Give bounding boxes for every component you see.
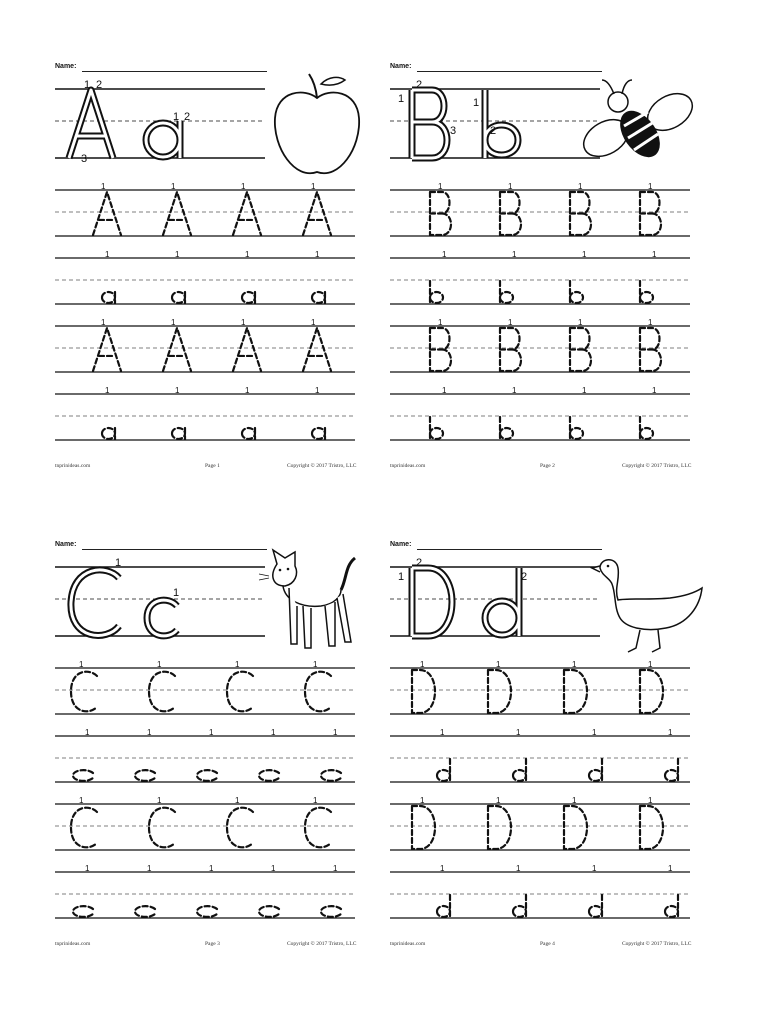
stroke-hint: 1 [175,386,180,395]
traceable-letter[interactable] [303,328,331,371]
traceable-letter[interactable] [242,428,255,439]
traceable-letter[interactable] [564,670,587,713]
traceable-letter[interactable] [589,759,602,781]
stroke-hint: 1 [315,386,320,395]
traceable-letter[interactable] [312,292,325,303]
footer-page-number: Page 4 [540,941,555,947]
stroke-hint: 1 [438,182,443,191]
stroke-number: 2 [184,111,191,123]
footer-copyright: Copyright © 2017 Tristro, LLC [287,941,357,947]
stroke-hint: 1 [171,182,176,191]
traceable-letter[interactable] [640,192,661,235]
stroke-hint: 1 [313,660,318,669]
traceable-letter[interactable] [500,417,513,439]
traceable-letter[interactable] [227,672,253,712]
tracing-row[interactable] [55,250,355,304]
tracing-row[interactable] [55,182,355,236]
stroke-hint: 1 [582,386,587,395]
stroke-hint: 1 [438,318,443,327]
stroke-hint: 1 [105,250,110,259]
stroke-hint: 1 [147,864,152,873]
name-field[interactable] [55,62,270,76]
stroke-hint: 1 [157,796,162,805]
traceable-letter[interactable] [430,328,451,371]
stroke-hint: 1 [101,318,106,327]
stroke-hint: 1 [209,864,214,873]
footer-site: tnprinideas.com [390,463,426,469]
traceable-letter[interactable] [73,770,93,781]
stroke-hint: 1 [648,318,653,327]
stroke-hint: 1 [652,386,657,395]
stroke-hint: 1 [648,796,653,805]
footer-copyright: Copyright © 2017 Tristro, LLC [622,941,692,947]
stroke-hint: 1 [209,728,214,737]
stroke-hint: 1 [592,864,597,873]
tracing-rows-d[interactable] [390,656,700,936]
stroke-hint: 1 [333,728,338,737]
stroke-hint: 1 [496,796,501,805]
stroke-number: 2 [416,557,423,569]
stroke-hint: 1 [313,796,318,805]
worksheet-a [55,62,405,492]
traceable-letter[interactable] [488,806,511,849]
stroke-hint: 1 [668,864,673,873]
stroke-hint: 1 [311,182,316,191]
stroke-hint: 1 [245,250,250,259]
footer-site: tnprinideas.com [55,941,91,947]
worksheet-b [390,62,740,492]
traceable-letter[interactable] [305,672,331,712]
stroke-hint: 1 [420,796,425,805]
traceable-letter[interactable] [163,328,191,371]
tracing-rows-a[interactable] [55,178,365,458]
stroke-hint: 1 [442,386,447,395]
stroke-hint: 1 [311,318,316,327]
stroke-hint: 1 [578,318,583,327]
stroke-hint: 1 [147,728,152,737]
stroke-hint: 1 [241,182,246,191]
page-footer [55,941,405,951]
stroke-hint: 1 [245,386,250,395]
stroke-hint: 1 [171,318,176,327]
stroke-hint: 1 [508,318,513,327]
stroke-hint: 1 [235,660,240,669]
tracing-row[interactable] [390,250,690,304]
page-footer [55,463,405,473]
stroke-hint: 1 [271,864,276,873]
traceable-letter[interactable] [259,906,279,917]
traceable-letter[interactable] [437,895,450,917]
traceable-letter[interactable] [149,672,175,712]
traceable-letter[interactable] [412,670,435,713]
traceable-letter[interactable] [305,808,331,848]
tracing-row[interactable] [390,864,690,918]
stroke-number: 1 [398,93,405,105]
stroke-number: 2 [521,571,528,583]
stroke-hint: 1 [440,728,445,737]
name-label: Name: [55,63,77,70]
name-line[interactable] [417,549,602,550]
stroke-hint: 1 [235,796,240,805]
traceable-letter[interactable] [172,292,185,303]
footer-copyright: Copyright © 2017 Tristro, LLC [287,463,357,469]
model-letters-Dd [390,554,610,669]
name-line[interactable] [417,71,602,72]
name-field[interactable] [55,540,270,554]
name-field[interactable] [390,62,605,76]
traceable-letter[interactable] [312,428,325,439]
traceable-letter[interactable] [233,192,261,235]
name-label: Name: [390,541,412,548]
stroke-number: 1 [398,571,405,583]
page-footer [390,463,740,473]
stroke-hint: 1 [572,660,577,669]
cat-illustration [255,544,365,662]
stroke-number: 2 [96,79,103,91]
stroke-hint: 1 [512,250,517,259]
stroke-hint: 1 [516,864,521,873]
traceable-letter[interactable] [227,808,253,848]
stroke-hint: 1 [648,182,653,191]
stroke-hint: 1 [175,250,180,259]
stroke-hint: 1 [648,660,653,669]
stroke-hint: 1 [101,182,106,191]
traceable-letter[interactable] [589,895,602,917]
traceable-letter[interactable] [135,770,155,781]
stroke-number: 1 [115,557,122,569]
stroke-hint: 1 [508,182,513,191]
stroke-hint: 1 [79,660,84,669]
traceable-letter[interactable] [500,281,513,303]
traceable-letter[interactable] [412,806,435,849]
apple-illustration [267,68,367,183]
traceable-letter[interactable] [163,192,191,235]
traceable-letter[interactable] [640,328,661,371]
stroke-hint: 1 [85,728,90,737]
tracing-row[interactable] [390,796,690,850]
traceable-letter[interactable] [93,192,121,235]
traceable-letter[interactable] [640,417,653,439]
traceable-letter[interactable] [513,895,526,917]
stroke-hint: 1 [241,318,246,327]
duck-illustration [590,548,705,660]
traceable-letter[interactable] [430,192,451,235]
stroke-hint: 1 [79,796,84,805]
traceable-letter[interactable] [73,906,93,917]
traceable-letter[interactable] [321,906,341,917]
traceable-letter[interactable] [135,906,155,917]
traceable-letter[interactable] [259,770,279,781]
traceable-letter[interactable] [570,192,591,235]
stroke-number: 3 [81,153,88,165]
model-letters-Bb [390,76,610,191]
stroke-number: 1 [173,111,180,123]
traceable-letter[interactable] [242,292,255,303]
stroke-hint: 1 [652,250,657,259]
stroke-hint: 1 [572,796,577,805]
traceable-letter[interactable] [488,670,511,713]
stroke-number: 2 [490,125,497,137]
tracing-row[interactable] [390,386,690,440]
footer-site: tnprinideas.com [390,941,426,947]
tracing-row[interactable] [390,182,690,236]
footer-copyright: Copyright © 2017 Tristro, LLC [622,463,692,469]
traceable-letter[interactable] [564,806,587,849]
name-line[interactable] [82,71,267,72]
traceable-letter[interactable] [665,895,678,917]
name-line[interactable] [82,549,267,550]
traceable-letter[interactable] [500,328,521,371]
stroke-hint: 1 [315,250,320,259]
worksheet-d [390,540,740,970]
stroke-hint: 1 [582,250,587,259]
tracing-row[interactable] [390,660,690,714]
traceable-letter[interactable] [640,806,663,849]
tracing-row[interactable] [390,728,690,782]
tracing-row[interactable] [55,386,355,440]
tracing-row[interactable] [55,796,355,850]
stroke-hint: 1 [516,728,521,737]
stroke-hint: 1 [592,728,597,737]
tracing-row[interactable] [390,318,690,372]
stroke-number: 2 [416,79,423,91]
bee-illustration [578,68,698,178]
tracing-row[interactable] [55,864,355,918]
stroke-hint: 1 [105,386,110,395]
stroke-hint: 1 [157,660,162,669]
stroke-number: 3 [450,125,457,137]
stroke-hint: 1 [668,728,673,737]
traceable-letter[interactable] [500,192,521,235]
traceable-letter[interactable] [640,670,663,713]
name-label: Name: [55,541,77,548]
stroke-hint: 1 [333,864,338,873]
stroke-hint: 1 [85,864,90,873]
stroke-hint: 1 [578,182,583,191]
name-field[interactable] [390,540,605,554]
traceable-letter[interactable] [149,808,175,848]
traceable-letter[interactable] [102,292,115,303]
traceable-letter[interactable] [71,672,97,712]
footer-page-number: Page 1 [205,463,220,469]
traceable-letter[interactable] [437,759,450,781]
tracing-row[interactable] [55,318,355,372]
model-letters-Cc [55,554,275,669]
traceable-letter[interactable] [430,417,443,439]
tracing-row[interactable] [55,728,355,782]
traceable-letter[interactable] [570,417,583,439]
traceable-letter[interactable] [570,328,591,371]
traceable-letter[interactable] [93,328,121,371]
tracing-row[interactable] [55,660,355,714]
traceable-letter[interactable] [513,759,526,781]
traceable-letter[interactable] [172,428,185,439]
traceable-letter[interactable] [303,192,331,235]
traceable-letter[interactable] [197,906,217,917]
traceable-letter[interactable] [321,770,341,781]
model-letters-Aa [55,76,275,191]
footer-page-number: Page 2 [540,463,555,469]
name-label: Name: [390,63,412,70]
stroke-hint: 1 [442,250,447,259]
footer-site: tnprinideas.com [55,463,91,469]
worksheet-c [55,540,405,970]
traceable-letter[interactable] [430,281,443,303]
traceable-letter[interactable] [640,281,653,303]
traceable-letter[interactable] [665,759,678,781]
traceable-letter[interactable] [197,770,217,781]
stroke-number: 1 [473,97,480,109]
traceable-letter[interactable] [71,808,97,848]
tracing-rows-c[interactable] [55,656,365,936]
stroke-hint: 1 [420,660,425,669]
stroke-number: 1 [84,79,91,91]
stroke-hint: 1 [271,728,276,737]
stroke-hint: 1 [440,864,445,873]
stroke-hint: 1 [512,386,517,395]
page-footer [390,941,740,951]
tracing-rows-b[interactable] [390,178,700,458]
traceable-letter[interactable] [570,281,583,303]
stroke-hint: 1 [496,660,501,669]
traceable-letter[interactable] [233,328,261,371]
traceable-letter[interactable] [102,428,115,439]
footer-page-number: Page 3 [205,941,220,947]
stroke-number: 1 [173,587,180,599]
